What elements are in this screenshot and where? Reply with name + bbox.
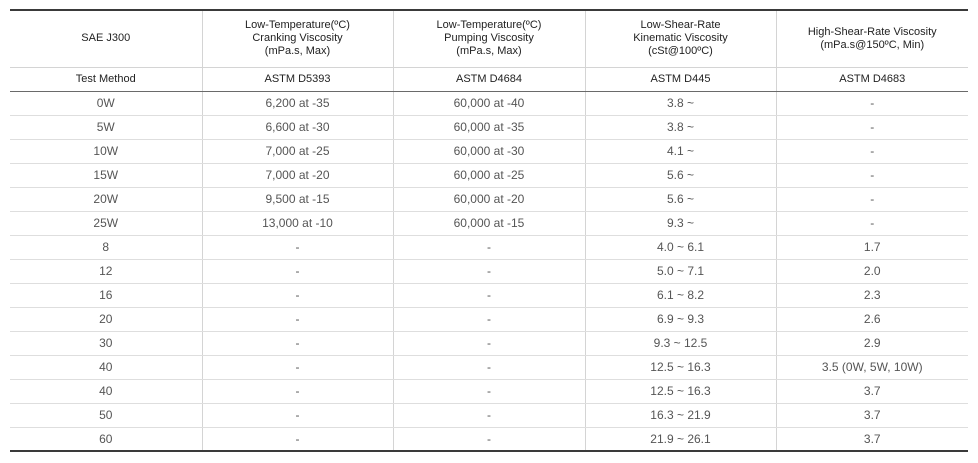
table-row xyxy=(10,235,968,259)
grade-cell: 40 xyxy=(10,379,202,403)
column-header-line: Low-Temperature(ºC) xyxy=(436,19,542,32)
table-cell: 2.3 xyxy=(776,283,968,307)
table-cell: 3.8 ~ xyxy=(585,91,776,115)
grade-cell: 12 xyxy=(10,259,202,283)
table-cell: - xyxy=(202,355,393,379)
table-cell: 9.3 ~ 12.5 xyxy=(585,331,776,355)
table-cell: 7,000 at -25 xyxy=(202,139,393,163)
grade-cell: 16 xyxy=(10,283,202,307)
header-row xyxy=(10,10,968,67)
table-cell: 3.7 xyxy=(776,379,968,403)
test-method-label: Test Method xyxy=(10,67,202,91)
column-header-line: Cranking Viscosity xyxy=(252,32,343,45)
table-cell: - xyxy=(776,91,968,115)
grade-cell: 5W xyxy=(10,115,202,139)
table-cell: 12.5 ~ 16.3 xyxy=(585,379,776,403)
table-cell: 6,200 at -35 xyxy=(202,91,393,115)
column-header xyxy=(10,10,202,67)
column-header xyxy=(393,10,585,67)
column-header-line: (cSt@100ºC) xyxy=(648,45,713,58)
grade-cell: 20W xyxy=(10,187,202,211)
test-method-cell: ASTM D4683 xyxy=(776,67,968,91)
table-body xyxy=(10,91,968,451)
table-row xyxy=(10,211,968,235)
table-cell: - xyxy=(776,139,968,163)
table-cell: 60,000 at -20 xyxy=(393,187,585,211)
column-header-line: Kinematic Viscosity xyxy=(633,32,728,45)
table-row xyxy=(10,427,968,451)
grade-cell: 20 xyxy=(10,307,202,331)
column-header-line: Low-Temperature(ºC) xyxy=(245,19,350,32)
table-cell: - xyxy=(202,331,393,355)
column-header xyxy=(776,10,968,67)
table-cell: 3.5 (0W, 5W, 10W) xyxy=(776,355,968,379)
table-cell: 5.6 ~ xyxy=(585,163,776,187)
test-method-cell: ASTM D445 xyxy=(585,67,776,91)
table-cell: - xyxy=(776,115,968,139)
column-header-line: SAE J300 xyxy=(81,32,131,45)
grade-cell: 50 xyxy=(10,403,202,427)
column-header xyxy=(202,10,393,67)
grade-cell: 40 xyxy=(10,355,202,379)
table-row xyxy=(10,379,968,403)
table-cell: 9,500 at -15 xyxy=(202,187,393,211)
table-cell: 6,600 at -30 xyxy=(202,115,393,139)
table-cell: 5.6 ~ xyxy=(585,187,776,211)
table-row xyxy=(10,283,968,307)
table-cell: 2.9 xyxy=(776,331,968,355)
table-cell: - xyxy=(393,283,585,307)
table-cell: 1.7 xyxy=(776,235,968,259)
table-cell: 12.5 ~ 16.3 xyxy=(585,355,776,379)
table-cell: - xyxy=(776,211,968,235)
grade-cell: 15W xyxy=(10,163,202,187)
table-cell: - xyxy=(393,235,585,259)
table-cell: 16.3 ~ 21.9 xyxy=(585,403,776,427)
column-header-line: (mPa.s, Max) xyxy=(456,45,522,58)
table-row xyxy=(10,259,968,283)
table-cell: - xyxy=(393,379,585,403)
table-cell: 60,000 at -30 xyxy=(393,139,585,163)
table-row xyxy=(10,163,968,187)
table-cell: 7,000 at -20 xyxy=(202,163,393,187)
table-cell: - xyxy=(202,403,393,427)
table-row xyxy=(10,331,968,355)
column-header-line: (mPa.s@150ºC, Min) xyxy=(820,38,925,51)
column-header xyxy=(585,10,776,67)
table-cell: 13,000 at -10 xyxy=(202,211,393,235)
table-cell: 60,000 at -40 xyxy=(393,91,585,115)
table-cell: - xyxy=(202,235,393,259)
table-cell: 6.9 ~ 9.3 xyxy=(585,307,776,331)
grade-cell: 30 xyxy=(10,331,202,355)
column-header-line: (mPa.s, Max) xyxy=(264,45,331,58)
grade-cell: 25W xyxy=(10,211,202,235)
table-cell: - xyxy=(202,307,393,331)
table-cell: 2.0 xyxy=(776,259,968,283)
table-cell: 6.1 ~ 8.2 xyxy=(585,283,776,307)
table-cell: - xyxy=(393,427,585,451)
grade-cell: 0W xyxy=(10,91,202,115)
table-row xyxy=(10,91,968,115)
table-cell: - xyxy=(776,163,968,187)
table-cell: - xyxy=(393,331,585,355)
table-cell: 60,000 at -25 xyxy=(393,163,585,187)
table-cell: - xyxy=(202,259,393,283)
test-method-cell: ASTM D5393 xyxy=(202,67,393,91)
table-cell: 3.8 ~ xyxy=(585,115,776,139)
column-header-line: High-Shear-Rate Viscosity xyxy=(807,25,937,38)
table-row xyxy=(10,187,968,211)
table-cell: - xyxy=(393,259,585,283)
table-cell: - xyxy=(202,427,393,451)
table-cell: - xyxy=(393,355,585,379)
table-cell: - xyxy=(393,307,585,331)
table-cell: 5.0 ~ 7.1 xyxy=(585,259,776,283)
table-cell: 3.7 xyxy=(776,403,968,427)
grade-cell: 60 xyxy=(10,427,202,451)
grade-cell: 10W xyxy=(10,139,202,163)
table-cell: - xyxy=(202,283,393,307)
table-cell: 2.6 xyxy=(776,307,968,331)
table-cell: 4.1 ~ xyxy=(585,139,776,163)
table-cell: 4.0 ~ 6.1 xyxy=(585,235,776,259)
grade-cell: 8 xyxy=(10,235,202,259)
table-cell: 21.9 ~ 26.1 xyxy=(585,427,776,451)
table-row xyxy=(10,115,968,139)
sae-j300-viscosity-table xyxy=(10,9,968,452)
table-cell: 60,000 at -35 xyxy=(393,115,585,139)
column-header-line: Pumping Viscosity xyxy=(444,32,534,45)
table-cell: 3.7 xyxy=(776,427,968,451)
column-header-line: Low-Shear-Rate xyxy=(640,19,721,32)
table-cell: 60,000 at -15 xyxy=(393,211,585,235)
table-row xyxy=(10,355,968,379)
test-method-cell: ASTM D4684 xyxy=(393,67,585,91)
table-row xyxy=(10,307,968,331)
table-cell: - xyxy=(393,403,585,427)
table-cell: 9.3 ~ xyxy=(585,211,776,235)
table-cell: - xyxy=(776,187,968,211)
table-row xyxy=(10,403,968,427)
table-row xyxy=(10,139,968,163)
test-method-row xyxy=(10,67,968,91)
table-cell: - xyxy=(202,379,393,403)
